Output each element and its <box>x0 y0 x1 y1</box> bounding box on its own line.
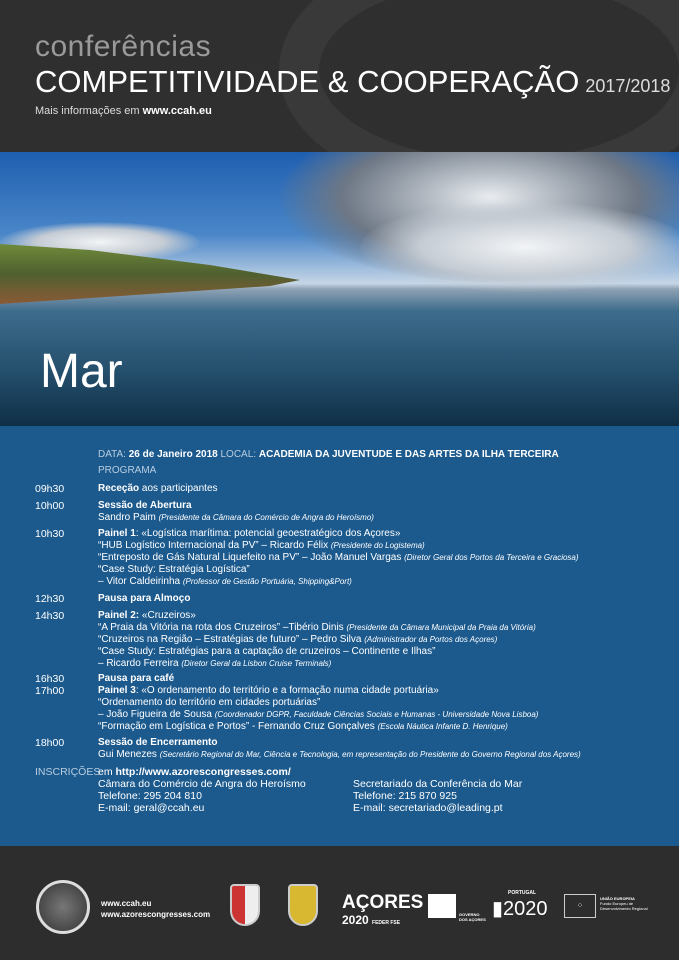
program-line <box>98 483 218 495</box>
program-line <box>98 737 581 749</box>
program-time: 10h00 <box>35 500 65 512</box>
ccah-seal-logo <box>36 880 90 934</box>
info-prefix: Mais informações em <box>35 105 140 117</box>
program-line <box>98 528 579 540</box>
page-title <box>35 64 670 100</box>
program-line <box>98 512 374 524</box>
program-line <box>98 593 190 605</box>
governo-acores-logo <box>428 894 456 918</box>
line-text: – João Figueira de Sousa <box>98 709 215 720</box>
contact-right-1: Telefone: 215 870 925 <box>353 790 457 802</box>
program-label: PROGRAMA <box>98 465 157 476</box>
reg-prefix: em <box>98 766 113 778</box>
program-time: 12h30 <box>35 593 65 605</box>
line-text: “Case Study: Estratégia Logística” <box>98 564 250 575</box>
local: ACADEMIA DA JUVENTUDE E DAS ARTES DA ILHA TERCEIRA <box>258 449 559 460</box>
program-line <box>98 721 538 733</box>
info-link[interactable]: www.ccah.eu <box>142 105 212 117</box>
line-role: (Administrador da Portos dos Açores) <box>364 635 498 644</box>
program-line <box>98 709 538 721</box>
line-role: (Coordenador DGPR, Faculdade Ciências Sociais e Humanas - Universidade Nova Lisboa) <box>214 710 539 719</box>
line-text: “Formação em Logística e Portos” - Fernando Cruz Gonçalves <box>98 721 378 732</box>
portugal-2020-logo: PORTUGAL ▮2020 <box>492 890 548 920</box>
contact-left-2: E-mail: geral@ccah.eu <box>98 802 205 814</box>
contact-left-1: Telefone: 295 204 810 <box>98 790 202 802</box>
program-line <box>98 564 579 576</box>
acores-2020-logo: AÇORES 2020 FEDER FSE <box>342 892 424 927</box>
program-line <box>98 673 174 685</box>
program-line <box>98 658 536 670</box>
contact-right-2: E-mail: secretariado@leading.pt <box>353 802 503 814</box>
line-role: (Escola Náutica Infante D. Henrique) <box>377 722 508 731</box>
line-role: (Diretor Geral dos Portos da Terceira e Graciosa) <box>404 553 579 562</box>
program-time: 10h30 <box>35 528 65 540</box>
line-text: Sandro Paim <box>98 512 159 523</box>
program-line <box>98 552 579 564</box>
registration-link[interactable]: http://www.azorescongresses.com/ <box>115 766 291 778</box>
crest-praia-icon <box>288 884 318 926</box>
line-text: : «O ordenamento do território e a formação numa cidade portuária» <box>135 685 439 696</box>
line-bold: Receção <box>98 483 140 494</box>
program-line <box>98 685 538 697</box>
program-time: 09h30 <box>35 483 65 495</box>
line-bold: Sessão de Encerramento <box>98 737 218 748</box>
program-line <box>98 622 536 634</box>
header <box>0 0 679 152</box>
info-line <box>35 105 212 117</box>
date: 26 de Janeiro 2018 <box>128 449 218 460</box>
photo-caption: Mar <box>40 345 123 398</box>
local-label: LOCAL: <box>220 449 257 460</box>
program-line <box>98 576 579 588</box>
footer <box>0 846 679 960</box>
program-line <box>98 697 538 709</box>
line-role: (Presidente da Câmara do Comércio de Angra do Heroísmo) <box>158 513 374 522</box>
line-bold: Painel 2: <box>98 610 140 621</box>
line-bold: Pausa para café <box>98 673 175 684</box>
line-bold: Painel 3 <box>98 685 136 696</box>
program-line <box>98 500 374 512</box>
line-text: «Cruzeiros» <box>139 610 196 621</box>
line-role: (Presidente da Câmara Municipal da Praia da Vitória) <box>346 623 536 632</box>
eu-flag-icon: ⁘ <box>564 894 596 918</box>
program-time: 16h30 <box>35 673 65 685</box>
event-details <box>98 449 559 461</box>
program-time: 17h00 <box>35 685 65 697</box>
program-line <box>98 634 536 646</box>
line-bold: Painel 1 <box>98 528 136 539</box>
line-text: – Ricardo Ferreira <box>98 658 182 669</box>
crest-angra-icon <box>230 884 260 926</box>
program-line <box>98 540 579 552</box>
program-line <box>98 749 581 761</box>
line-text: “A Praia da Vitória na rota dos Cruzeiros” –Tibério Dinis <box>98 622 347 633</box>
line-bold: Pausa para Almoço <box>98 593 191 604</box>
year: 2017/2018 <box>585 76 671 96</box>
line-role: (Secretário Regional do Mar, Ciência e Tecnologia, em representação do Presidente do Governo Regional dos Açores) <box>159 750 581 759</box>
contact-left-0: Câmara do Comércio de Angra do Heroísmo <box>98 778 306 790</box>
line-text: “HUB Logístico Internacional da PV” – Ricardo Félix <box>98 540 331 551</box>
program-panel <box>0 426 679 846</box>
date-label: DATA: <box>98 449 126 460</box>
program-time: 18h00 <box>35 737 65 749</box>
footer-url-1[interactable]: www.azorescongresses.com <box>101 910 211 919</box>
line-text: : «Logística marítima: potencial geoestratégico dos Açores» <box>135 528 401 539</box>
line-text: “Entreposto de Gás Natural Liquefeito na PV” – João Manuel Vargas <box>98 552 405 563</box>
line-bold: Sessão de Abertura <box>98 500 192 511</box>
contact-right-0: Secretariado da Conferência do Mar <box>353 778 523 790</box>
registration-label: INSCRIÇÕES <box>35 766 101 778</box>
line-text: “Case Study: Estratégias para a captação de cruzeiros – Continente e Ilhas” <box>98 646 436 657</box>
line-text: “Cruzeiros na Região – Estratégias de futuro” – Pedro Silva <box>98 634 365 645</box>
line-role: (Diretor Geral da Lisbon Cruise Terminals) <box>181 659 332 668</box>
title-text: COMPETITIVIDADE & COOPERAÇÃO <box>35 64 580 99</box>
eu-label: UNIÃO EUROPEIA Fundo Europeu de Desenvolvimento Regional <box>600 896 648 911</box>
governo-label: GOVERNO DOS AÇORES <box>459 912 486 922</box>
line-text: Gui Menezes <box>98 749 160 760</box>
program-time: 14h30 <box>35 610 65 622</box>
line-role: (Presidente do Logistema) <box>330 541 425 550</box>
line-text: “Ordenamento do território em cidades portuárias” <box>98 697 321 708</box>
line-role: (Professor de Gestão Portuária, Shipping&Port) <box>182 577 352 586</box>
line-text: – Vitor Caldeirinha <box>98 576 183 587</box>
line-text: aos participantes <box>139 483 218 494</box>
subtitle: conferências <box>35 30 212 63</box>
program-line <box>98 646 536 658</box>
sea-photo <box>0 152 679 426</box>
footer-url-0[interactable]: www.ccah.eu <box>101 899 152 908</box>
program-line <box>98 610 536 622</box>
